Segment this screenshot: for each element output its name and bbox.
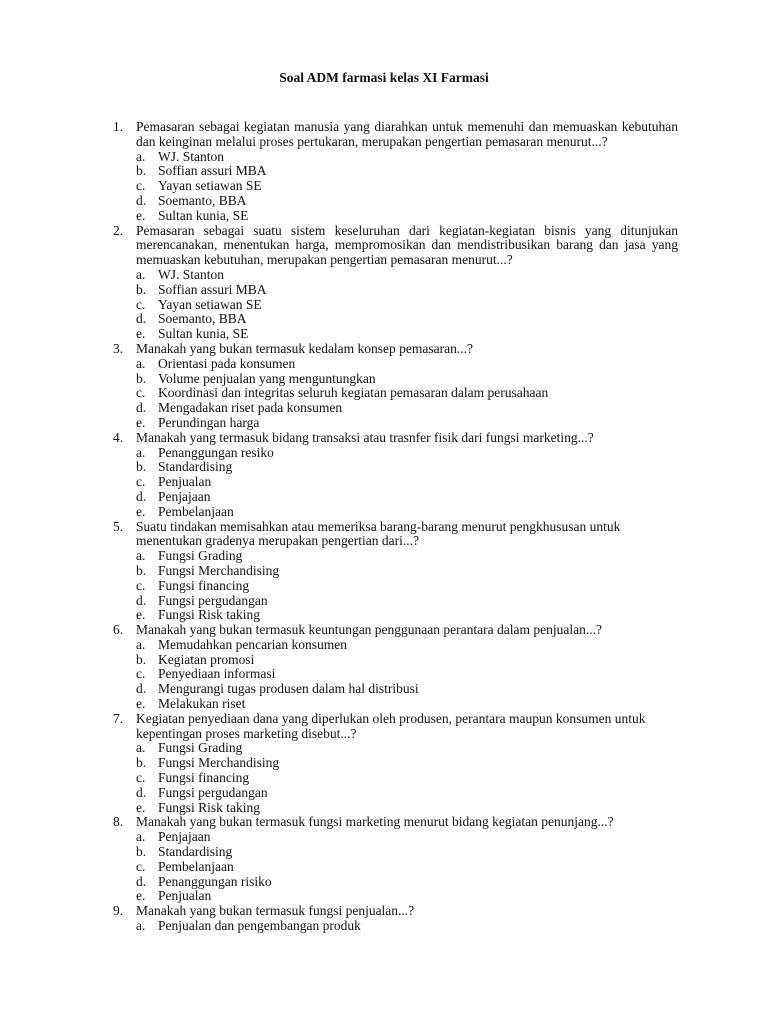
question-item bbox=[0, 520, 768, 624]
option-text: Fungsi Merchandising bbox=[158, 562, 280, 578]
question-text: Manakah yang bukan termasuk kedalam konsep pemasaran...? bbox=[136, 340, 474, 356]
option-letter: a. bbox=[136, 355, 146, 371]
question-item bbox=[0, 904, 768, 934]
question-text: Pemasaran sebagai suatu sistem keseluruhan dari kegiatan-kegiatan bisnis yang ditunjukan merencanakan, menentukan harga, mempromosikan dan mendistribusikan barang dan jasa yang memuaskan kebutuhan, merupakan pengertian pemasaran menurut...? bbox=[136, 222, 678, 268]
question-text: Pemasaran sebagai kegiatan manusia yang diarahkan untuk memenuhi dan memuaskan kebutuhan dan keinginan melalui proses pertukaran, merupakan pengertian pemasaran menurut...? bbox=[136, 119, 678, 149]
option-letter: e. bbox=[136, 696, 146, 712]
answer-option bbox=[0, 475, 768, 490]
option-letter: a. bbox=[136, 444, 146, 460]
option-text: Kegiatan promosi bbox=[158, 651, 255, 667]
answer-option bbox=[0, 608, 768, 623]
document-title: Soal ADM farmasi kelas XI Farmasi bbox=[279, 70, 489, 85]
answer-option bbox=[0, 741, 768, 756]
answer-option bbox=[0, 845, 768, 860]
option-letter: a. bbox=[136, 636, 146, 652]
option-letter: e. bbox=[136, 326, 146, 342]
question-text: Manakah yang bukan termasuk fungsi penjualan...? bbox=[136, 903, 415, 919]
option-text: Pembelanjaan bbox=[158, 503, 234, 519]
answer-option bbox=[0, 268, 768, 283]
question-number: 3. bbox=[113, 340, 124, 356]
option-letter: c. bbox=[136, 474, 146, 490]
answer-option bbox=[0, 771, 768, 786]
answer-option bbox=[0, 801, 768, 816]
answer-option bbox=[0, 875, 768, 890]
answer-option bbox=[0, 416, 768, 431]
option-text: Mengurangi tugas produsen dalam hal distribusi bbox=[158, 681, 419, 697]
answer-option bbox=[0, 579, 768, 594]
option-letter: a. bbox=[136, 148, 146, 164]
option-letter: b. bbox=[136, 651, 147, 667]
option-text: Orientasi pada konsumen bbox=[158, 355, 296, 371]
answer-option bbox=[0, 327, 768, 342]
option-letter: d. bbox=[136, 681, 147, 697]
option-text: Standardising bbox=[158, 844, 233, 860]
answer-option bbox=[0, 667, 768, 682]
answer-option bbox=[0, 490, 768, 505]
option-letter: c. bbox=[136, 178, 146, 194]
option-letter: c. bbox=[136, 858, 146, 874]
option-text: Fungsi pergudangan bbox=[158, 592, 268, 608]
option-letter: b. bbox=[136, 163, 147, 179]
option-letter: b. bbox=[136, 281, 147, 297]
question-number: 6. bbox=[113, 622, 124, 638]
option-text: Yayan setiawan SE bbox=[158, 178, 262, 194]
question-text: Kegiatan penyediaan dana yang diperlukan oleh produsen, perantara maupun konsumen untuk kepentingan proses marketing disebut...? bbox=[136, 710, 646, 741]
option-text: Penanggungan risiko bbox=[158, 873, 272, 889]
option-letter: a. bbox=[136, 829, 146, 845]
question-item bbox=[0, 342, 768, 431]
option-text: Penanggungan resiko bbox=[158, 444, 274, 460]
answer-option bbox=[0, 549, 768, 564]
answer-option bbox=[0, 860, 768, 875]
option-letter: e. bbox=[136, 888, 146, 904]
question-text: Manakah yang bukan termasuk fungsi marketing menurut bidang kegiatan penunjang...? bbox=[136, 814, 614, 830]
answer-option bbox=[0, 505, 768, 520]
question-item bbox=[0, 623, 768, 712]
option-letter: b. bbox=[136, 459, 147, 475]
answer-option bbox=[0, 164, 768, 179]
option-letter: c. bbox=[136, 577, 146, 593]
question-text: Manakah yang termasuk bidang transaksi atau trasnfer fisik dari fungsi marketing...? bbox=[136, 429, 594, 445]
answer-option bbox=[0, 150, 768, 165]
option-text: WJ. Stanton bbox=[158, 266, 224, 282]
option-text: Memudahkan pencarian konsumen bbox=[158, 636, 347, 652]
answer-option bbox=[0, 638, 768, 653]
option-text: Fungsi Risk taking bbox=[158, 799, 261, 815]
option-text: Fungsi Merchandising bbox=[158, 755, 280, 771]
option-text: Penjajaan bbox=[158, 488, 211, 504]
option-text: Pembelanjaan bbox=[158, 858, 234, 874]
option-text: Penjualan bbox=[158, 888, 212, 904]
option-text: Fungsi financing bbox=[158, 577, 250, 593]
option-text: Perundingan harga bbox=[158, 414, 260, 430]
option-letter: d. bbox=[136, 192, 147, 208]
answer-option bbox=[0, 756, 768, 771]
question-number: 9. bbox=[113, 903, 124, 919]
question-item bbox=[0, 224, 768, 342]
answer-option bbox=[0, 386, 768, 401]
answer-option bbox=[0, 830, 768, 845]
option-letter: e. bbox=[136, 607, 146, 623]
option-text: Fungsi financing bbox=[158, 770, 250, 786]
option-text: Soffian assuri MBA bbox=[158, 163, 267, 179]
question-number: 1. bbox=[113, 119, 124, 134]
option-text: Penjajaan bbox=[158, 829, 211, 845]
option-letter: a. bbox=[136, 548, 146, 564]
question-number: 7. bbox=[113, 710, 124, 726]
option-letter: a. bbox=[136, 266, 146, 282]
option-text: Sultan kunia, SE bbox=[158, 207, 249, 223]
answer-option bbox=[0, 312, 768, 327]
option-letter: e. bbox=[136, 207, 146, 223]
question-number: 2. bbox=[113, 222, 124, 238]
option-text: Melakukan riset bbox=[158, 696, 246, 712]
option-text: Penjualan dan pengembangan produk bbox=[158, 918, 361, 934]
option-letter: d. bbox=[136, 311, 147, 327]
answer-option bbox=[0, 283, 768, 298]
option-letter: d. bbox=[136, 592, 147, 608]
question-item bbox=[0, 712, 768, 816]
answer-option bbox=[0, 194, 768, 209]
option-text: Fungsi pergudangan bbox=[158, 784, 268, 800]
option-text: Volume penjualan yang menguntungkan bbox=[158, 370, 376, 386]
option-letter: d. bbox=[136, 784, 147, 800]
option-letter: c. bbox=[136, 385, 146, 401]
question-item bbox=[0, 120, 768, 224]
option-letter: e. bbox=[136, 799, 146, 815]
option-text: Fungsi Risk taking bbox=[158, 607, 261, 623]
answer-option bbox=[0, 209, 768, 224]
option-letter: c. bbox=[136, 296, 146, 312]
question-item bbox=[0, 431, 768, 520]
option-letter: b. bbox=[136, 755, 147, 771]
answer-option bbox=[0, 564, 768, 579]
answer-option bbox=[0, 460, 768, 475]
answer-option bbox=[0, 653, 768, 668]
question-number: 5. bbox=[113, 518, 124, 534]
answer-option bbox=[0, 594, 768, 609]
option-letter: d. bbox=[136, 488, 147, 504]
option-letter: a. bbox=[136, 918, 146, 934]
option-text: Penjualan bbox=[158, 474, 212, 490]
question-number: 4. bbox=[113, 429, 124, 445]
option-text: Mengadakan riset pada konsumen bbox=[158, 400, 343, 416]
answer-option bbox=[0, 919, 768, 934]
question-text: Suatu tindakan memisahkan atau memeriksa barang-barang menurut pengkhususan untuk menentukan gradenya merupakan pengertian dari...? bbox=[136, 518, 621, 549]
answer-option bbox=[0, 682, 768, 697]
option-text: Standardising bbox=[158, 459, 233, 475]
option-letter: b. bbox=[136, 562, 147, 578]
option-text: Soemanto, BBA bbox=[158, 311, 247, 327]
question-list bbox=[0, 120, 768, 934]
answer-option bbox=[0, 697, 768, 712]
question-number: 8. bbox=[113, 814, 124, 830]
option-text: WJ. Stanton bbox=[158, 148, 224, 164]
answer-option bbox=[0, 372, 768, 387]
option-text: Fungsi Grading bbox=[158, 740, 243, 756]
option-letter: b. bbox=[136, 370, 147, 386]
answer-option bbox=[0, 786, 768, 801]
answer-option bbox=[0, 401, 768, 416]
answer-option bbox=[0, 446, 768, 461]
option-letter: c. bbox=[136, 770, 146, 786]
answer-option bbox=[0, 357, 768, 372]
question-item bbox=[0, 815, 768, 904]
answer-option bbox=[0, 298, 768, 313]
option-text: Koordinasi dan integritas seluruh kegiatan pemasaran dalam perusahaan bbox=[158, 385, 549, 401]
answer-option bbox=[0, 179, 768, 194]
option-text: Sultan kunia, SE bbox=[158, 326, 249, 342]
answer-option bbox=[0, 889, 768, 904]
option-text: Soffian assuri MBA bbox=[158, 281, 267, 297]
option-text: Soemanto, BBA bbox=[158, 192, 247, 208]
option-text: Fungsi Grading bbox=[158, 548, 243, 564]
option-text: Yayan setiawan SE bbox=[158, 296, 262, 312]
option-text: Penyediaan informasi bbox=[158, 666, 276, 682]
option-letter: e. bbox=[136, 414, 146, 430]
option-letter: e. bbox=[136, 503, 146, 519]
option-letter: c. bbox=[136, 666, 146, 682]
option-letter: d. bbox=[136, 400, 147, 416]
option-letter: d. bbox=[136, 873, 147, 889]
question-text: Manakah yang bukan termasuk keuntungan penggunaan perantara dalam penjualan...? bbox=[136, 622, 602, 638]
option-letter: a. bbox=[136, 740, 146, 756]
option-letter: b. bbox=[136, 844, 147, 860]
